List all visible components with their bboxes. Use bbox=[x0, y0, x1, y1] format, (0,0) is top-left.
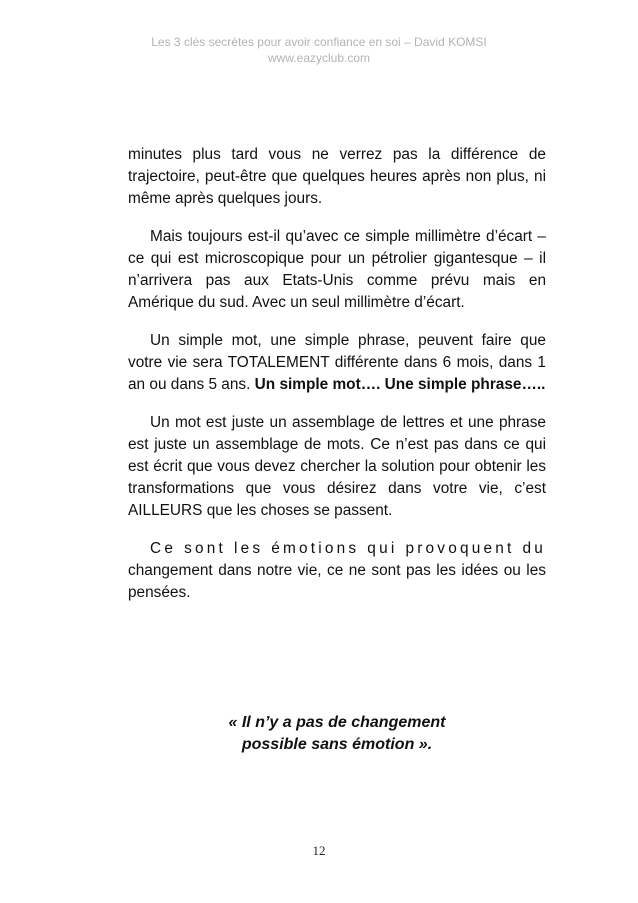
paragraph-3-emphasis: Un simple mot…. Une simple phrase….. bbox=[254, 376, 546, 393]
paragraph-1: minutes plus tard vous ne verrez pas la différence de trajectoire, peut-être que quelques heures après non plus, ni même après quelques jours. bbox=[128, 146, 546, 207]
paragraph-5 bbox=[128, 538, 546, 604]
quote-block bbox=[128, 712, 546, 756]
paragraph-5-text: changement dans notre vie, ce ne sont pas les idées ou les pensées. bbox=[128, 562, 546, 601]
quote-line-1: « Il n’y a pas de changement bbox=[228, 714, 446, 731]
header-url: www.eazyclub.com bbox=[267, 51, 371, 65]
page-number: 12 bbox=[312, 843, 326, 858]
paragraph-2: Mais toujours est-il qu’avec ce simple millimètre d’écart – ce qui est microscopique pour un pétrolier gigantesque – il n’arrivera pas aux Etats-Unis comme prévu mais en Amérique du sud. Avec un seul millimètre d’écart. bbox=[128, 228, 546, 311]
body-text bbox=[128, 144, 546, 620]
paragraph-5-spaced-text: Ce sont les émotions qui provoquent du bbox=[150, 540, 546, 557]
page-header bbox=[0, 34, 638, 66]
quote-line-2: possible sans émotion ». bbox=[241, 736, 433, 753]
paragraph-4: Un mot est juste un assemblage de lettres et une phrase est juste un assemblage de mots. Ce n’est pas dans ce qui est écrit que vous devez chercher la solution pour obtenir les transformations que vous désirez dans votre vie, c’est AILLEURS que les choses se passent. bbox=[128, 414, 546, 519]
header-title: Les 3 clés secrètes pour avoir confiance en soi – David KOMSI bbox=[151, 35, 487, 49]
paragraph-3-text: Un simple mot, une simple phrase, peuvent faire que votre vie sera TOTALEMENT différente dans 6 mois, dans 1 an ou dans 5 ans. bbox=[128, 332, 546, 393]
paragraph-3 bbox=[128, 330, 546, 396]
